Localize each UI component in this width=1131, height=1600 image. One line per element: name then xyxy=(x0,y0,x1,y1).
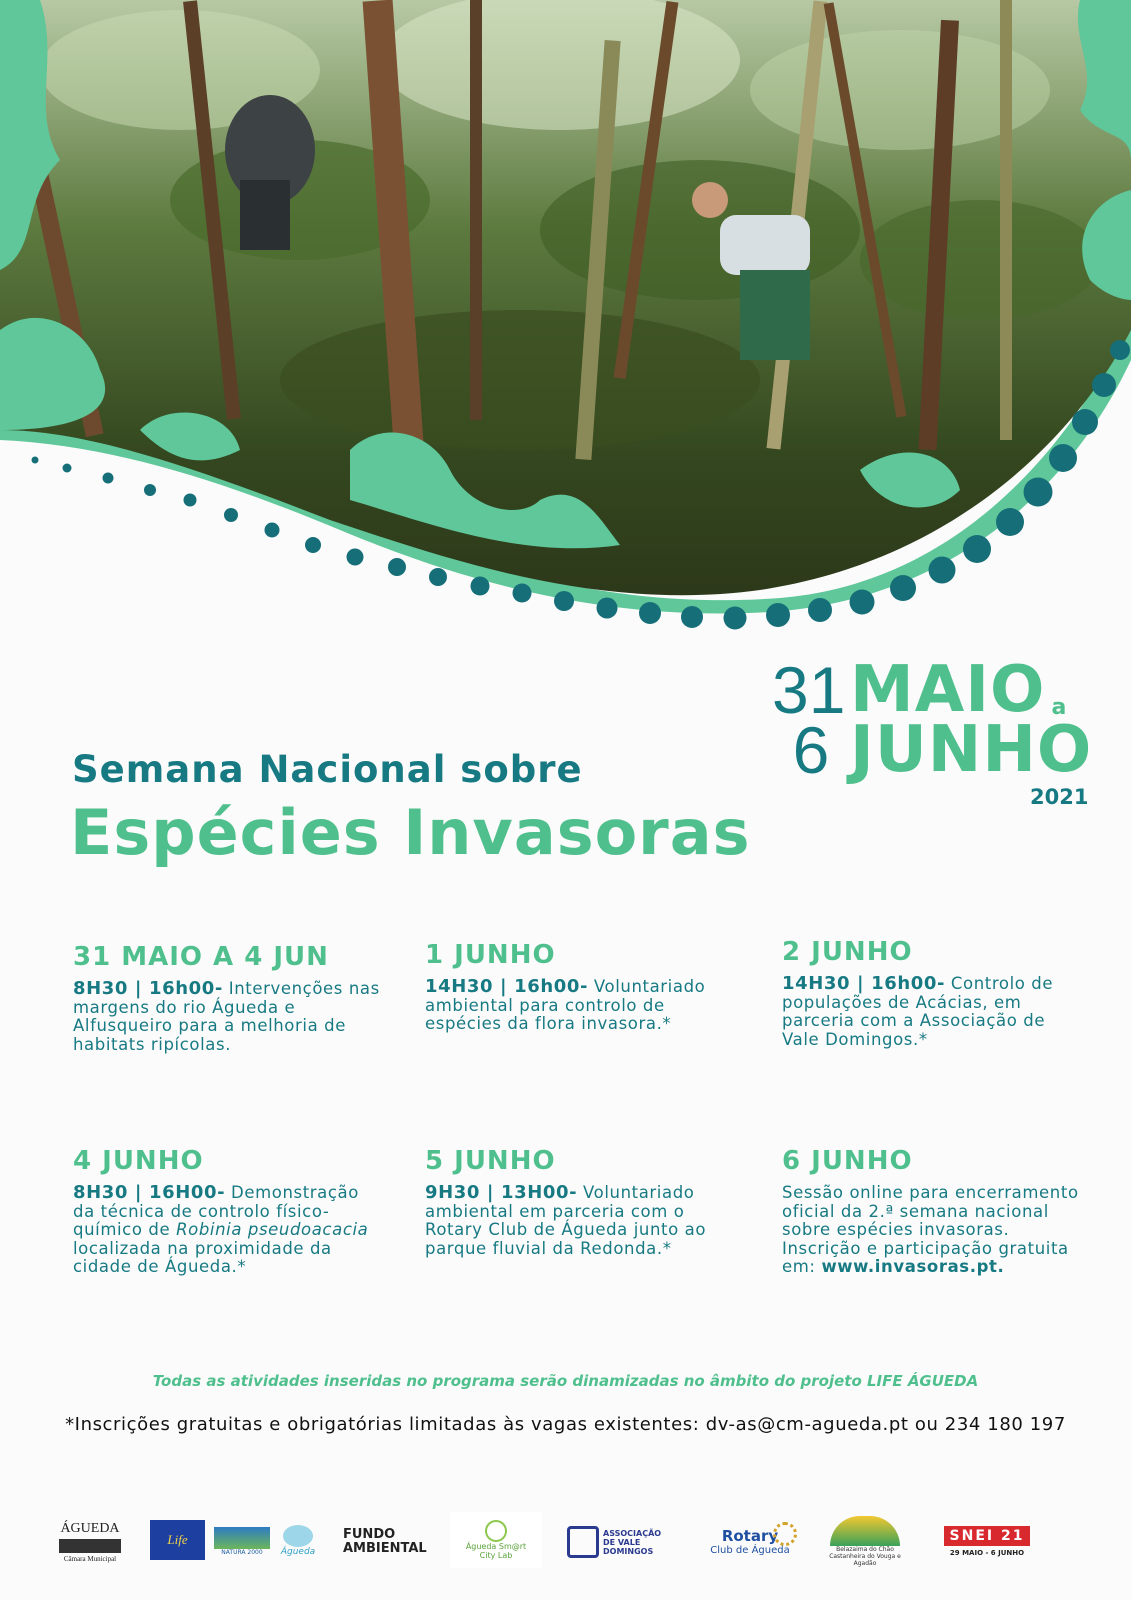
event-date: 31 MAIO A 4 JUN xyxy=(73,942,329,972)
event-card xyxy=(782,1146,1087,1277)
year: 2021 xyxy=(1030,785,1089,809)
start-month: MAIO xyxy=(850,653,1046,727)
life-agueda-text: Águeda xyxy=(280,1547,316,1557)
natura-text: NATURA 2000 xyxy=(221,1548,263,1556)
event-description xyxy=(782,1184,1087,1277)
end-day: 6 xyxy=(792,713,830,787)
event-text: localizada na proximidade da cidade de Águeda.* xyxy=(73,1238,332,1276)
agueda-logo-name: ÁGUEDA xyxy=(60,1521,120,1536)
rotary-text: Rotary xyxy=(721,1526,779,1545)
pin-icon xyxy=(485,1520,507,1542)
partner-logos xyxy=(55,1512,1065,1572)
event-date: 6 JUNHO xyxy=(782,1146,913,1176)
website-link[interactable]: www.invasoras.pt. xyxy=(821,1257,1005,1276)
snei-dates: 29 MAIO - 6 JUNHO xyxy=(949,1548,1025,1557)
fundo-text-1: FUNDO xyxy=(343,1527,396,1542)
date-range xyxy=(772,653,1093,787)
smart-text-2: City Lab xyxy=(479,1551,513,1560)
event-card xyxy=(425,1146,725,1258)
event-description xyxy=(73,980,393,1054)
rotary-wheel-icon xyxy=(773,1522,797,1546)
agueda-logo-sub: Câmara Municipal xyxy=(63,1555,117,1563)
event-date: 4 JUNHO xyxy=(73,1146,204,1176)
event-description xyxy=(425,1184,725,1258)
start-day: 31 xyxy=(772,653,846,727)
building-icon xyxy=(59,1539,121,1553)
life-agueda-graphic xyxy=(283,1525,313,1547)
species-name: Robinia pseudoacacia xyxy=(176,1220,369,1239)
smart-city-lab-logo xyxy=(450,1512,542,1568)
freguesia-text: Belazaima do Chão Castanheira do Vouga e Agadão xyxy=(829,1545,901,1567)
event-text: Voluntariado ambiental em parceria com o Rotary Club de Águeda junto ao parque fluvial da Redonda.* xyxy=(425,1183,707,1258)
event-time: 14H30 | 16h00- xyxy=(782,973,946,994)
end-month: JUNHO xyxy=(850,713,1093,787)
fundo-text-2: AMBIENTAL xyxy=(343,1541,427,1556)
snei-21-logo xyxy=(932,1516,1042,1566)
freguesia-logo xyxy=(825,1512,905,1570)
event-card xyxy=(73,1146,383,1277)
smart-text-1: Águeda Sm@rt xyxy=(465,1542,527,1551)
event-description xyxy=(425,978,745,1034)
event-text: Sessão online para encerramento oficial da 2.ª semana nacional sobre espécies invasoras. Inscrição e participação gratuita em: xyxy=(782,1183,1079,1276)
agueda-logo xyxy=(55,1512,125,1572)
fundo-ambiental-logo xyxy=(343,1524,438,1560)
natura-graphic xyxy=(214,1527,270,1549)
project-note: Todas as atividades inseridas no programa serão dinamizadas no âmbito do projeto LIFE ÁGUEDA xyxy=(152,1372,979,1390)
event-time: 8H30 | 16h00- xyxy=(73,978,223,999)
registration-contact: *Inscrições gratuitas e obrigatórias limitadas às vagas existentes: dv-as@cm-agueda.pt ou 234 180 197 xyxy=(65,1414,1066,1435)
event-description xyxy=(782,975,1082,1049)
freguesia-graphic xyxy=(830,1516,900,1546)
eu-life-logo xyxy=(150,1520,205,1560)
event-text: Demonstração da técnica de controlo físico-químico de xyxy=(73,1183,359,1239)
event-description xyxy=(73,1184,383,1277)
avd-text: ASSOCIAÇÃO DE VALE DOMINGOS xyxy=(603,1528,662,1556)
house-icon xyxy=(567,1526,599,1558)
event-time: 9H30 | 13H00- xyxy=(425,1182,578,1203)
event-date: 1 JUNHO xyxy=(425,940,556,970)
life-agueda-logo xyxy=(277,1518,319,1564)
event-text: Voluntariado ambiental para controlo de espécies da flora invasora.* xyxy=(425,977,706,1033)
event-card xyxy=(782,937,1082,1049)
title-line-1: Semana Nacional sobre xyxy=(72,748,583,791)
vale-domingos-logo xyxy=(565,1522,665,1562)
event-time: 14H30 | 16h00- xyxy=(425,976,589,997)
event-time: 8H30 | 16H00- xyxy=(73,1182,226,1203)
event-date: 2 JUNHO xyxy=(782,937,913,967)
rotary-sub: Club de Águeda xyxy=(710,1544,790,1556)
event-date: 5 JUNHO xyxy=(425,1146,556,1176)
event-text: Controlo de populações de Acácias, em parceria com a Associação de Vale Domingos.* xyxy=(782,974,1054,1049)
date-connector: a xyxy=(1051,695,1067,720)
natura-2000-logo xyxy=(213,1522,271,1560)
snei-text: SNEI 21 xyxy=(944,1526,1031,1546)
event-card xyxy=(73,942,393,1054)
hero-photo xyxy=(0,0,1131,650)
title-line-2: Espécies Invasoras xyxy=(70,796,751,869)
event-card xyxy=(425,940,745,1034)
event-text: Intervenções nas margens do rio Águeda e Alfusqueiro para a melhoria de habitats ripícolas. xyxy=(73,979,380,1054)
eu-life-text: Life xyxy=(167,1532,188,1547)
